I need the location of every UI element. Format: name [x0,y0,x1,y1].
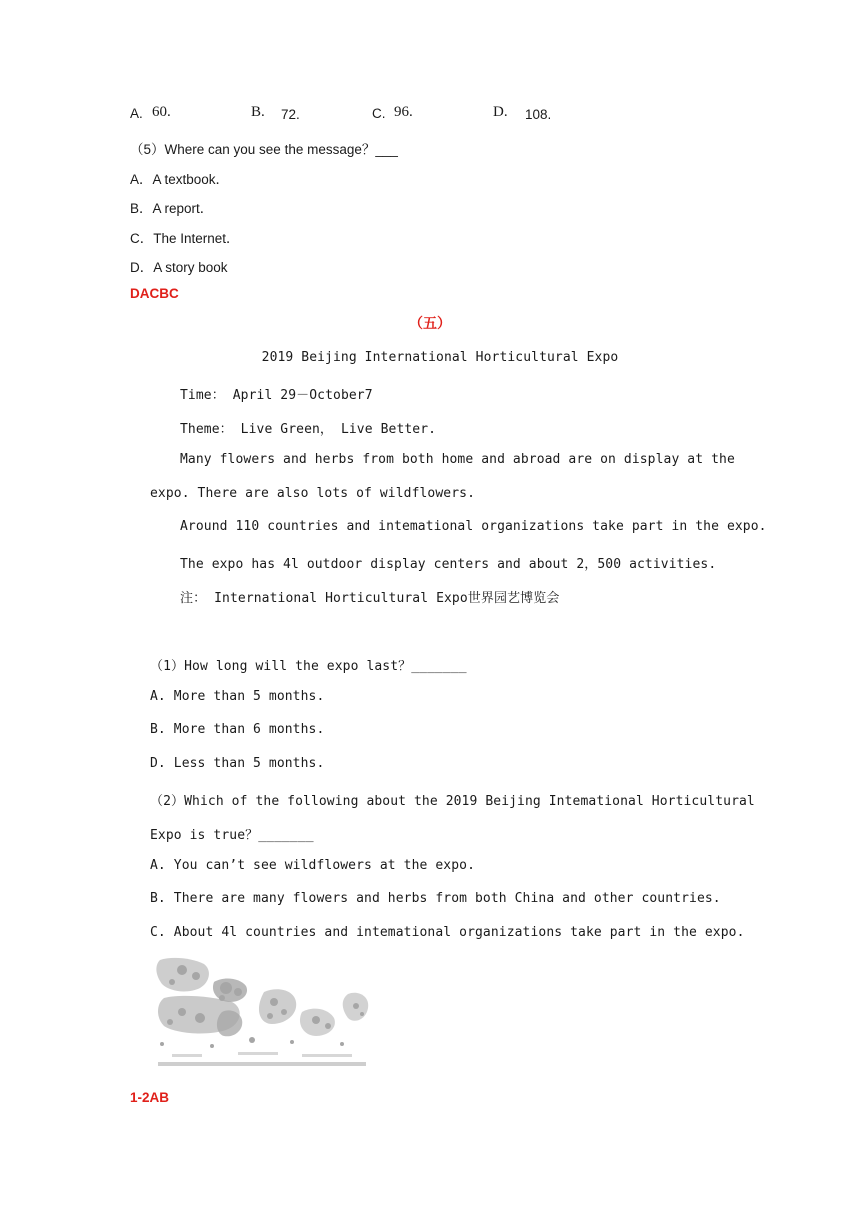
q1-option-d: D. Less than 5 months. [150,756,325,771]
expo-theme: Theme： Live Green， Live Better. [180,422,437,437]
q5-stem: （5）Where can you see the message？___ [130,142,398,157]
q1-option-a: A. More than 5 months. [150,689,325,704]
section-heading: （五） [409,316,451,332]
expo-para3: The expo has 4l outdoor display centers and about 2，500 activities. [180,557,717,572]
option-a-value: 60. [152,104,171,120]
expo-para1-line2: expo. There are also lots of wildflowers. [150,486,475,501]
q2-option-a: A. You can’t see wildflowers at the expo. [150,858,475,873]
option-b-value: 72. [281,107,300,122]
option-d-letter: D. [493,104,508,120]
q5-option-a: A．A textbook． [130,172,230,187]
q1-option-b: B. More than 6 months. [150,722,325,737]
answer-key: 1-2AB [130,1090,170,1105]
q5-option-d: D．A story book [130,260,228,275]
prev-answer-key: DACBC [130,286,179,301]
q2-stem-line2: Expo is true？_______ [150,828,314,843]
q5-option-b: B．A report． [130,201,214,216]
option-a-letter: A. [130,106,143,121]
expo-para1-line1: Many flowers and herbs from both home and abroad are on display at the [180,452,735,467]
expo-title: 2019 Beijing International Horticultural Expo [261,350,619,365]
q1-stem: （1）How long will the expo last？_______ [150,659,467,674]
expo-para2: Around 110 countries and intemational organizations take part in the expo. [180,519,767,534]
q5-option-c: C．The Internet． [130,231,240,246]
option-d-value: 108. [525,107,552,122]
expo-time: Time： April 29－October7 [180,388,373,403]
q2-stem-line1: （2）Which of the following about the 2019 Beijing Intemational Horticultural [150,794,755,809]
prev-options-row [0,104,860,126]
expo-note: 注： International Horticultural Expo世界园艺博览会 [180,591,560,606]
option-c-letter: C. [372,106,386,121]
q2-option-c: C. About 4l countries and intemational organizations take part in the expo. [150,925,745,940]
option-b-letter: B. [251,104,265,120]
q2-option-b: B. There are many flowers and herbs from both China and other countries. [150,891,721,906]
option-c-value: 96. [394,104,413,120]
expo-image [152,954,376,1078]
